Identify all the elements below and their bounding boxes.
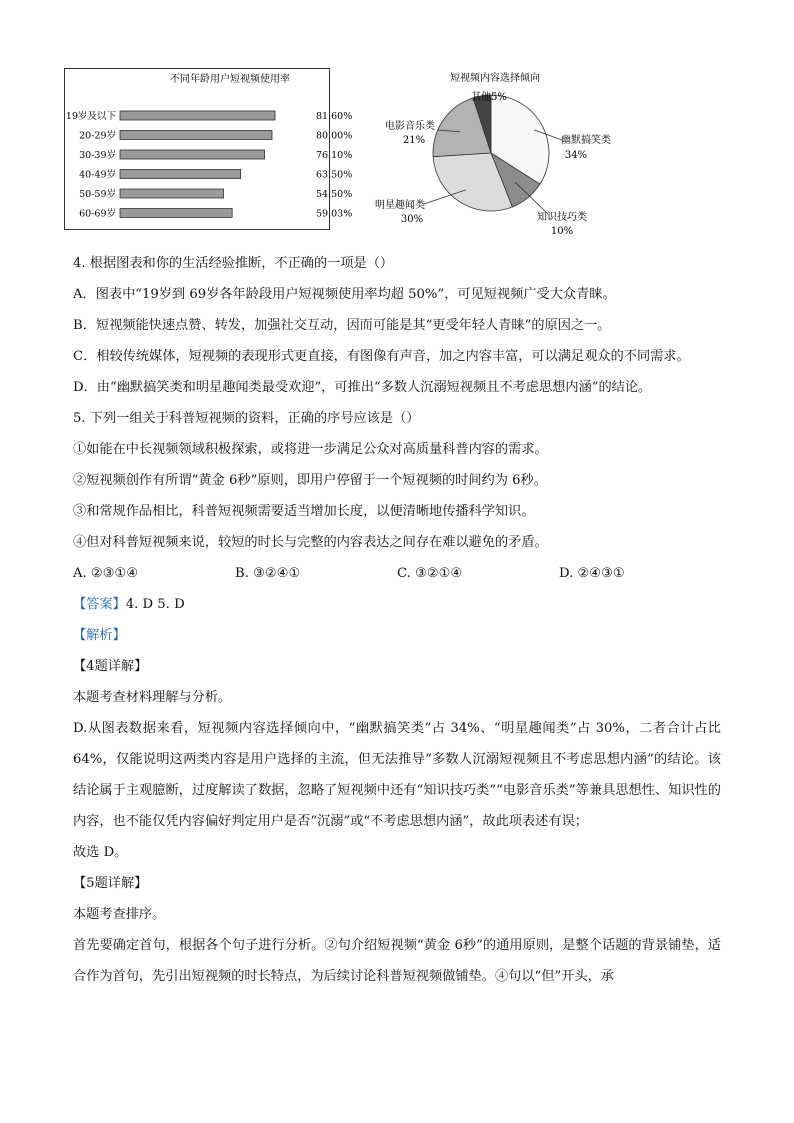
pie-slice-label: 电影音乐类 [385,121,435,132]
bar-value-label: 80.00% [316,130,353,142]
pie-slice-value: 21% [402,135,426,146]
bar-value-label: 54.50% [316,189,353,200]
bar-value-label: 76.10% [316,150,353,161]
pie-slice-label: 幽默搞笑类 [561,135,611,146]
bar-value-label: 63.50% [316,169,353,181]
pie-slice-value: 30% [400,214,424,225]
bar [120,131,272,140]
q5-explanation-body: 首先要确定首句，根据各个句子进行分析。②句介绍短视频“黄金 6秒”的通用原则，是整个话题的背景铺垫，适合作为首句，先引出短视频的时长特点，为后续讨论科普短视频做铺垫。④句以“但”开头，承 [73,938,721,984]
bar [120,189,224,198]
q5-option-d: D. ②④③① [559,566,625,581]
bar-value-label: 81.60% [316,111,353,122]
answer-tag: 【答案】 [73,597,126,612]
q5-explanation-intro: 本题考查排序。 [73,907,166,922]
pie-slice-value: 34% [564,150,588,161]
question-block [73,248,721,992]
bar-value-label: 59.03% [316,208,353,220]
bar-chart-svg [65,69,353,231]
q5-option-c: C. ③②①④ [397,566,463,581]
bar [120,111,275,120]
q5-explanation-header: 【5题详解】 [73,876,148,891]
q5-option-a: A. ②③①④ [73,566,139,581]
bar [120,209,232,218]
q4-explanation-header: 【4题详解】 [73,659,148,674]
pie-chart-svg [372,68,611,240]
q5-item-4: ④但对科普短视频来说，较短的时长与完整的内容表达之间存在难以避免的矛盾。 [73,535,548,550]
q4-stem: 4. 根据图表和你的生活经验推断，不正确的一项是（） [73,256,394,271]
q4-explanation-conclusion: 故选 D。 [73,845,128,860]
bar-category-label: 40-49岁 [79,169,116,181]
q5-item-2: ②短视频创作有所谓“黄金 6秒”原则，即用户停留于一个短视频的时间约为 6秒。 [73,473,547,488]
bar [120,170,241,179]
q5-options [73,558,721,589]
bar-category-label: 30-39岁 [79,150,116,161]
bar [120,150,265,159]
bar-chart [64,68,353,230]
answer-line [73,589,721,620]
q5-option-b: B. ③②④① [235,566,301,581]
pie-slice-label: 其他5% [471,92,507,103]
pie-chart-title: 短视频内容选择倾向 [450,73,540,84]
q5-item-3: ③和常规作品相比，科普短视频需要适当增加长度，以便清晰地传播科学知识。 [73,504,535,519]
q4-option-c: C．相较传统媒体，短视频的表现形式更直接，有图像有声音，加之内容丰富，可以满足观众的不同需求。 [73,349,690,364]
analysis-tag: 【解析】 [73,628,126,643]
bar-category-label: 20-29岁 [79,130,116,142]
q4-option-d: D．由“幽默搞笑类和明星趣闻类最受欢迎”，可推出“多数人沉溺短视频且不考虑思想内涵”的结论。 [73,380,652,395]
q4-option-a: A．图表中“19岁到 69岁各年龄段用户短视频使用率均超 50%”，可见短视频广受大众青睐。 [73,287,616,302]
q5-stem: 5. 下列一组关于科普短视频的资料，正确的序号应该是（） [73,411,420,426]
bar-category-label: 19岁及以下 [65,111,116,122]
q5-item-1: ①如能在中长视频领域积极探索，或将进一步满足公众对高质量科普内容的需求。 [73,442,548,457]
q4-option-b: B．短视频能快速点赞、转发，加强社交互动，因而可能是其“更受年轻人青睐”的原因之一。 [73,318,611,333]
pie-slice-label: 知识技巧类 [537,212,587,223]
pie-slice-value: 10% [550,226,574,237]
bar-chart-title: 不同年龄用户短视频使用率 [170,74,290,85]
pie-chart [372,68,611,240]
pie-slice-label: 明星趣闻类 [375,200,425,211]
q4-explanation-body: D.从图表数据来看，短视频内容选择倾向中，“幽默搞笑类”占 34%、“明星趣闻类”占 30%，二者合计占比 64%，仅能说明这两类内容是用户选择的主流，但无法推导“多数人沉溺短视频且不考虑思想内涵”的结论。该结论属于主观臆断，过度解读了数据，忽略了短视频中还有“知识技巧类”“电影音乐类”等兼具思想性、知识性的内容，也不能仅凭内容偏好判定用户是否“沉溺”或“不考虑思想内涵”，故此项表述有误； [73,721,721,829]
answer-text: 4. D 5. D [125,597,185,612]
bar-category-label: 50-59岁 [79,189,116,200]
bar-category-label: 60-69岁 [79,208,116,220]
q4-explanation-intro: 本题考查材料理解与分析。 [73,690,232,705]
